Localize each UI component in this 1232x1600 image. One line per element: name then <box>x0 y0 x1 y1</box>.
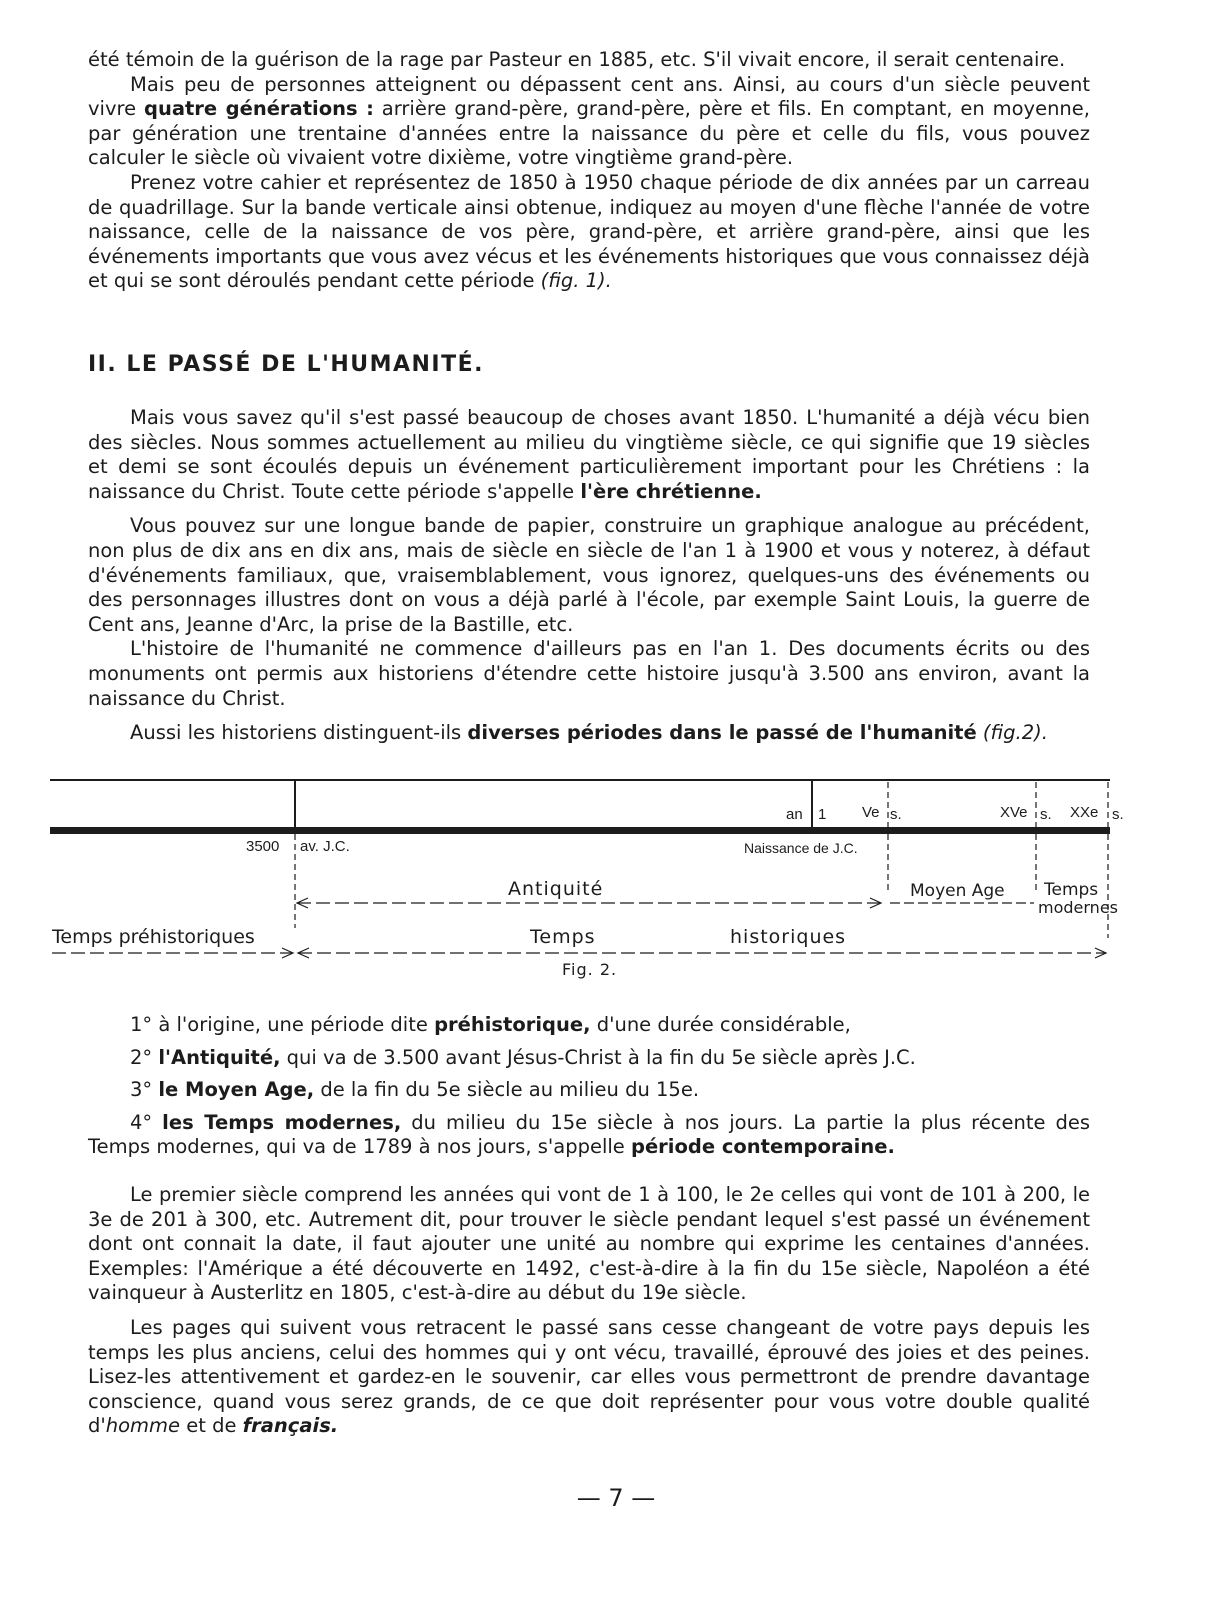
closing-block <box>88 1183 1090 1439</box>
label-20th-century-s: s. <box>1112 806 1124 823</box>
fig1-reference: (fig. 1). <box>540 269 612 293</box>
label-historic-temps: Temps <box>530 926 596 948</box>
label-start-year: 3500 <box>246 838 280 855</box>
intro-paragraph-3: Prenez votre cahier et représentez de 1850 à 1950 chaque période de dix années par un carreau de quadrillage. Sur la bande verticale ainsi obtenue, indiquez au moyen d'une flèche l'année de votre naissance, celle de la naissance de vos père, grand-père, et arrière grand-père, ainsi que les événements importants que vous avez vécus et les événements historiques que vous connaissez déjà et qui se sont déroulés pendant cette période (fig. 1). <box>88 170 1090 293</box>
section-paragraph-4: Aussi les historiens distinguent-ils diverses périodes dans le passé de l'humanité (fig.2). <box>130 721 1048 745</box>
emphasis-ere-chretienne: l'ère chrétienne. <box>580 479 762 503</box>
period-item-prehistory: 1° à l'origine, une période dite préhistorique, d'une durée considérable, <box>130 1013 851 1036</box>
intro-paragraph-2: Mais peu de personnes atteignent ou dépassent cent ans. Ainsi, au cours d'un siècle peuvent vivre quatre générations : arrière grand-père, grand-père, père et fils. En comptant, en moyenne, par génération une trentaine d'années entre la naissance du père et celle du fils, vous pouvez calculer le siècle où vivaient votre dixième, votre vingtième grand-père. <box>88 72 1090 170</box>
label-antiquity: Antiquité <box>508 878 604 900</box>
section-paragraph-2: Vous pouvez sur une longue bande de papier, construire un graphique analogue au précédent, non plus de dix ans en dix ans, mais de siècle en siècle de l'an 1 à 1900 et vous y noterez, à défaut d'événements familiaux, que, vraisemblablement, vous ignorez, quelques-uns des événements ou des personnages illustres dont on vous a déjà parlé à l'école, par exemple Saint Louis, la guerre de Cent ans, Jeanne d'Arc, la prise de la Bastille, etc. <box>88 514 1090 636</box>
section-paragraph-3: L'histoire de l'humanité ne commence d'ailleurs pas en l'an 1. Des documents écrits ou des monuments ont permis aux historiens d'étendre cette histoire jusqu'à 3.500 ans environ, avant la naissance du Christ. <box>88 637 1090 710</box>
label-prehistoric-times: Temps préhistoriques <box>52 926 255 948</box>
emphasis-generations: quatre générations : <box>143 97 374 121</box>
label-modern-times-1: Temps <box>1044 880 1099 900</box>
label-5th-century: Ve <box>862 804 880 821</box>
label-historic-historiques: historiques <box>730 926 847 948</box>
label-modern-times-2: modernes <box>1038 898 1118 917</box>
label-middle-ages: Moyen Age <box>910 881 1005 901</box>
label-20th-century: XXe <box>1070 804 1099 821</box>
emphasis-periods: diverses périodes dans le passé de l'humanité <box>467 721 977 745</box>
period-item-modern-times: 4° les Temps modernes, du milieu du 15e siècle à nos jours. La partie la plus récente des Temps modernes, qui va de 1789 à nos jours, s'appelle période contemporaine. <box>88 1110 1090 1159</box>
periods-block <box>88 1013 1090 1168</box>
timeline-main-bar <box>50 827 1110 834</box>
label-year-one: 1 <box>818 806 827 823</box>
period-item-antiquity: 2° l'Antiquité, qui va de 3.500 avant Jésus-Christ à la fin du 5e siècle après J.C. <box>130 1045 916 1069</box>
label-15th-century: XVe <box>1000 804 1028 821</box>
fig2-reference: (fig.2). <box>976 721 1048 745</box>
section-paragraph-1: Mais vous savez qu'il s'est passé beaucoup de choses avant 1850. L'humanité a déjà vécu bien des siècles. Nous sommes actuellement au milieu du vingtième siècle, ce qui signifie que 19 siècles et demi se sont écoulés depuis un événement particulièrement important pour les Chrétiens : la naissance du Christ. Toute cette période s'appelle l'ère chrétienne. <box>88 406 1090 503</box>
periods-list <box>88 1013 1090 1160</box>
figure-caption: Fig. 2. <box>562 960 618 979</box>
intro-paragraph-1: été témoin de la guérison de la rage par Pasteur en 1885, etc. S'il vivait encore, il serait centenaire. <box>88 48 1066 71</box>
label-birth-of-christ: Naissance de J.C. <box>744 840 858 856</box>
closing-paragraph-2: Les pages qui suivent vous retracent le passé sans cesse changeant de votre pays depuis les temps les plus anciens, celui des hommes qui y ont vécu, travaillé, éprouvé des joies et des peines. Lisez-les attentivement et gardez-en le souvenir, car elles vous permettront de prendre davantage conscience, quand vous serez grands, de ce que doit représenter pour vous votre double qualité d'homme et de français. <box>88 1315 1090 1438</box>
intro-block <box>88 48 1090 294</box>
section-body <box>88 406 1090 746</box>
label-15th-century-s: s. <box>1040 806 1052 823</box>
timeline-figure <box>0 778 1232 983</box>
period-item-middle-ages: 3° le Moyen Age, de la fin du 5e siècle au milieu du 15e. <box>130 1078 700 1102</box>
page-number: — 7 — <box>576 1484 656 1512</box>
label-av-jc: av. J.C. <box>300 838 350 855</box>
section-heading: II. LE PASSÉ DE L'HUMANITÉ. <box>88 352 485 377</box>
closing-paragraph-1: Le premier siècle comprend les années qui vont de 1 à 100, le 2e celles qui vont de 101 à 200, le 3e de 201 à 300, etc. Autrement dit, pour trouver le siècle pendant lequel s'est passé un événement dont ont connait la date, il faut ajouter une unité au nombre qui exprime les centaines d'années. Exemples: l'Amérique a été découverte en 1492, c'est-à-dire à la fin du 15e siècle, Napoléon a été vainqueur à Austerlitz en 1805, c'est-à-dire au début du 19e siècle. <box>88 1183 1090 1305</box>
label-5th-century-s: s. <box>890 806 902 823</box>
label-an: an <box>786 806 803 823</box>
